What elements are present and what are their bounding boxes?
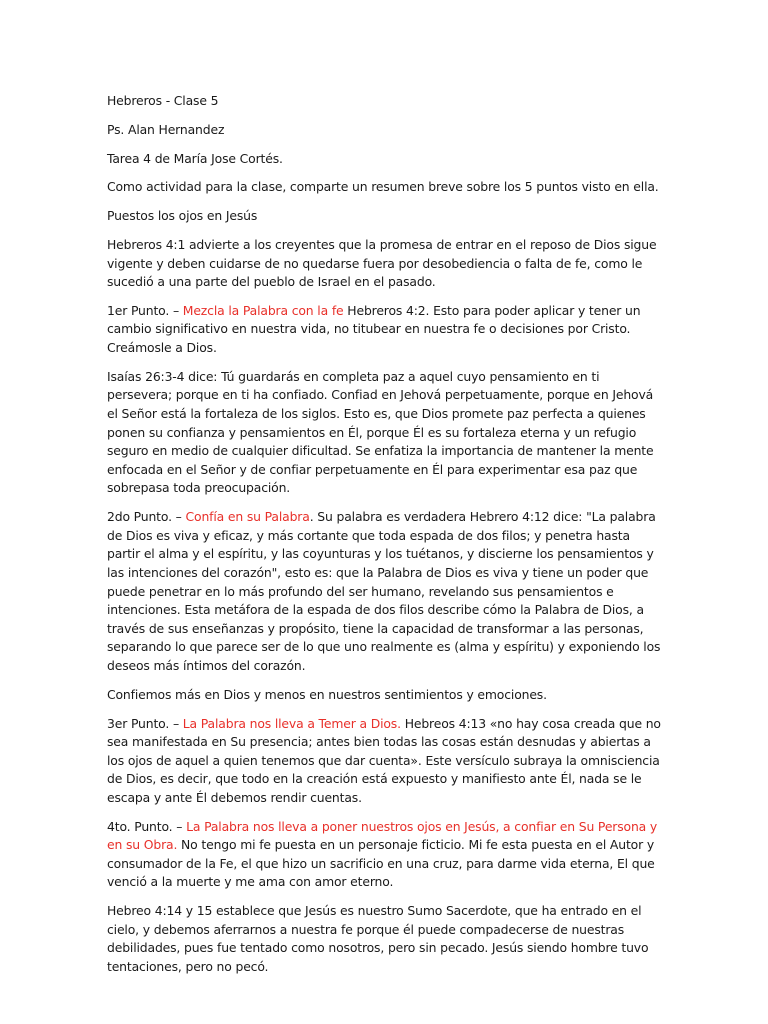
punto-2-prefix: 2do Punto. – <box>107 509 186 525</box>
punto-1-text: Hebreros 4:2. Esto para poder aplicar y tener un cambio significativo en nuestra vida, no titubear en nuestra fe o decisiones por Cristo. Creámosle a Dios. <box>107 302 641 356</box>
assignment-line: Tarea 4 de María Jose Cortés. <box>107 150 283 166</box>
punto-4-prefix: 4to. Punto. – <box>107 818 187 834</box>
isaias-paragraph: Isaías 26:3-4 dice: Tú guardarás en completa paz a aquel cuyo pensamiento en ti persevera; porque en ti ha confiado. Confiad en Jehová perpetuamente, porque en Jehová el Señor está la fortaleza de los siglos. Esto es, que Dios promete paz perfecta a quienes ponen su confianza y pensamientos en Él, porque Él es su fortaleza eterna y un refugio seguro en medio de cualquier dificultad. Se enfatiza la importancia de mantener la mente enfocada en el Señor y de confiar perpetuamente en Él para experimentar esa paz que sobrepasa toda preocupación. <box>107 368 654 496</box>
punto-1-prefix: 1er Punto. – <box>107 302 183 318</box>
punto-4-paragraph <box>107 818 663 892</box>
punto-1-paragraph <box>107 302 663 358</box>
section-subtitle: Puestos los ojos en Jesús <box>107 208 258 224</box>
instruction-paragraph: Como actividad para la clase, comparte un resumen breve sobre los 5 puntos visto en ella. <box>107 179 659 195</box>
hebreo-4-14-paragraph: Hebreo 4:14 y 15 establece que Jesús es nuestro Sumo Sacerdote, que ha entrado en el cielo, y debemos aferrarnos a nuestra fe porque él puede compadecerse de nuestras debilidades, pues fue tentado como nosotros, pero sin pecado. Jesús siendo hombre tuvo tentaciones, pero no pecó. <box>107 903 649 974</box>
punto-3-paragraph <box>107 715 663 808</box>
punto-3-text: Hebreos 4:13 «no hay cosa creada que no sea manifestada en Su presencia; antes bien todas las cosas están desnudas y abiertas a los ojos de aquel a quien tenemos que dar cuenta». Este versículo subraya la omnisciencia de Dios, es decir, que todo en la creación está expuesto y manifiesto ante Él, nada se le escapa y ante Él debemos rendir cuentas. <box>107 715 661 805</box>
punto-2-highlight: Confía en su Palabra <box>185 509 310 525</box>
pastor-name: Ps. Alan Hernandez <box>107 121 225 137</box>
punto-4-highlight: La Palabra nos lleva a poner nuestros ojos en Jesús, a confiar en Su Persona y en su Obra. <box>107 818 658 853</box>
punto-1-highlight: Mezcla la Palabra con la fe <box>182 302 344 318</box>
punto-2-text: . Su palabra es verdadera Hebrero 4:12 dice: "La palabra de Dios es viva y eficaz, y más cortante que toda espada de dos filos; y penetra hasta partir el alma y el espíritu, y las coyunturas y los tuétanos, y discierne los pensamientos y las intenciones del corazón", esto es: que la Palabra de Dios es viva y tiene un poder que puede penetrar en lo más profundo del ser humano, revelando sus pensamientos e intenciones. Esta metáfora de la espada de dos filos describe cómo la Palabra de Dios, a través de sus enseñanzas y propósito, tiene la capacidad de transformar a las personas, separando lo que parece ser de lo que uno realmente es (alma y espíritu) y exponiendo los deseos más íntimos del corazón. <box>107 509 661 673</box>
punto-3-highlight: La Palabra nos lleva a Temer a Dios. <box>182 715 401 731</box>
punto-4-text: No tengo mi fe puesta en un personaje ficticio. Mi fe esta puesta en el Autor y consumador de la Fe, el que hizo un sacrificio en una cruz, para darme vida eterna, El que venció a la muerte y me ama con amor eterno. <box>107 837 655 890</box>
intro-paragraph: Hebreros 4:1 advierte a los creyentes que la promesa de entrar en el reposo de Dios sigue vigente y deben cuidarse de no quedarse fuera por desobediencia o falta de fe, como le sucedió a una parte del pueblo de Israel en el pasado. <box>107 236 657 290</box>
confiemos-paragraph: Confiemos más en Dios y menos en nuestros sentimientos y emociones. <box>107 686 547 702</box>
document-title: Hebreros - Clase 5 <box>107 93 219 108</box>
document-body <box>107 92 663 987</box>
punto-2-paragraph <box>107 508 663 675</box>
punto-3-prefix: 3er Punto. – <box>107 715 183 731</box>
